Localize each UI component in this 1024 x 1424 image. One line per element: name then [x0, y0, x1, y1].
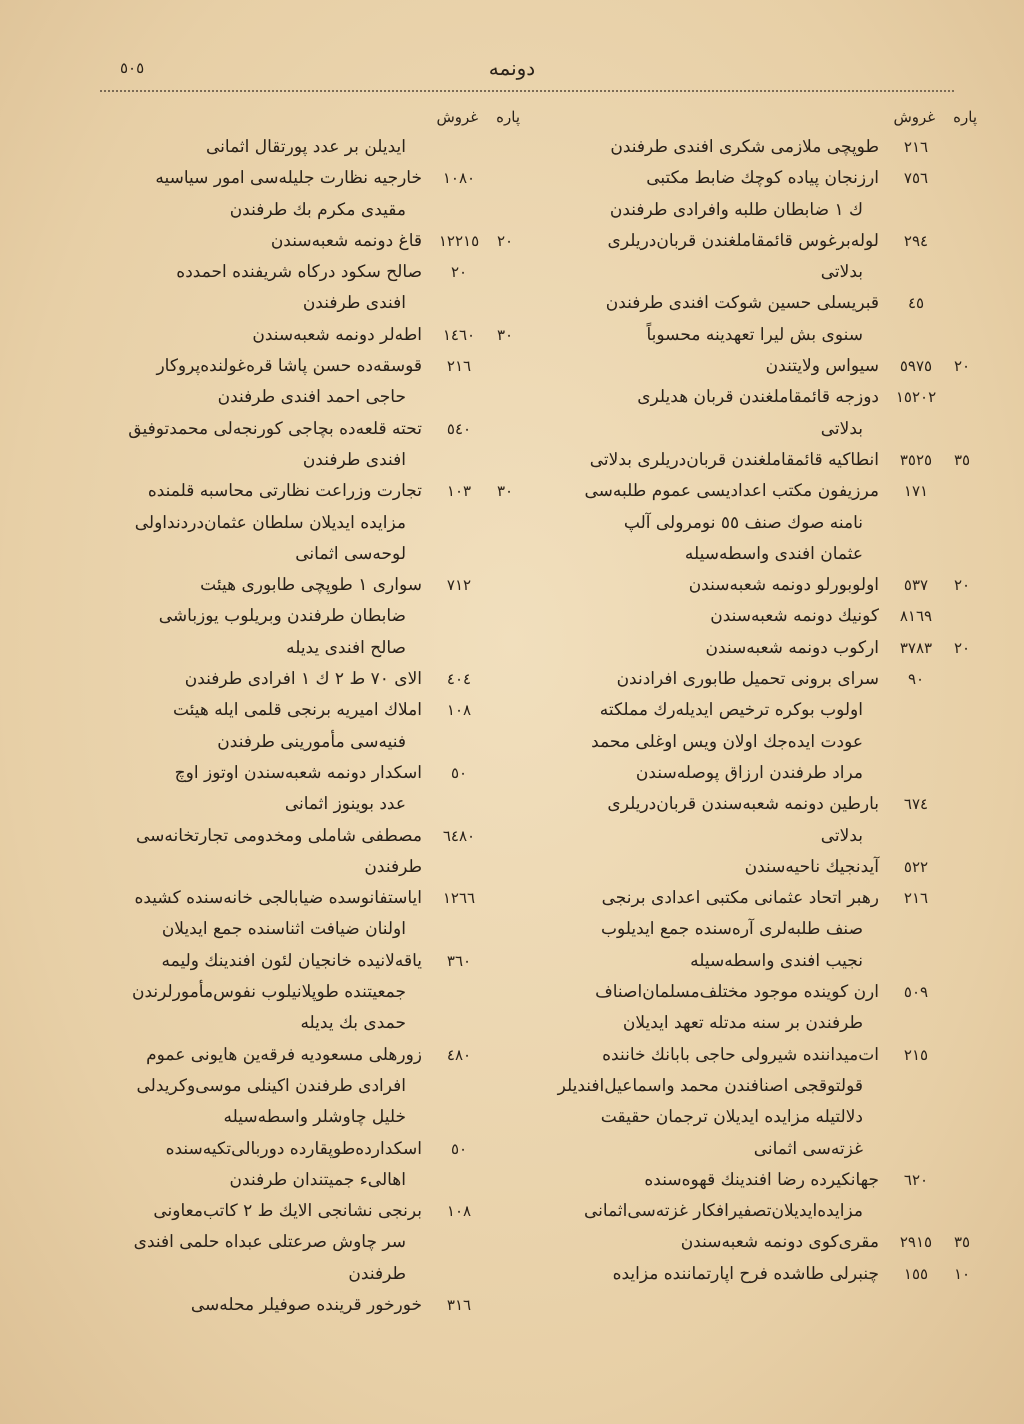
para-header: پاره — [496, 108, 520, 126]
ledger-entry — [539, 1227, 979, 1258]
entry-text: خورخور قرینده صوفیلر محله‌سی — [190, 1294, 422, 1315]
ledger-entry — [539, 727, 979, 758]
ledger-entry — [82, 132, 522, 163]
ledger-entry — [539, 1008, 979, 1039]
ledger-entry — [82, 758, 522, 789]
entry-text: لوله‌برغوس قائمقاملغندن قربان‌دریلری — [607, 230, 879, 251]
entry-text: افندی طرفندن — [302, 293, 406, 314]
para-amount: ١٠ — [953, 1264, 971, 1283]
ledger-entry — [82, 1040, 522, 1071]
ghurush-amount: ٤٥ — [907, 294, 925, 313]
ledger-entry — [539, 664, 979, 695]
entry-text: تجارت وزراعت نظارتی محاسبه قلمنده — [147, 481, 422, 502]
ghurush-amount: ٢١٦ — [446, 357, 472, 376]
entry-text: عودت ایده‌جك اولان ویس اوغلی محمد — [591, 731, 863, 752]
ledger-entry — [82, 539, 522, 570]
ghurush-amount: ١٠٨ — [446, 1202, 472, 1221]
ghurush-amount: ٣٧٨٣ — [899, 638, 933, 657]
entry-text: قوسقه‌ده حسن پاشا قره‌غولنده‌پروکار — [156, 356, 422, 377]
ledger-entry — [539, 1196, 979, 1227]
para-amount: ٢٠ — [953, 638, 971, 657]
para-amount: ٢٠ — [953, 357, 971, 376]
entry-text: غزته‌سی اثمانی — [753, 1138, 863, 1159]
ghurush-amount: ١٢٢١٥ — [438, 231, 480, 250]
entry-text: دلالتیله مزایده ایدیلان ترجمان حقیقت — [600, 1107, 863, 1128]
entry-text: افرادی طرفندن اکینلی موسی‌وکریدلی — [136, 1075, 406, 1096]
entry-text: قولتوقجی اصنافندن محمد واسماعیل‌افندیلر — [557, 1075, 863, 1096]
entry-text: بدلاتی — [820, 825, 863, 846]
ghurush-amount: ٥٣٧ — [903, 576, 929, 595]
header-rule — [100, 90, 954, 92]
entry-text: اولوب بوکره ترخیص ایدیله‌رك مملکته — [599, 700, 863, 721]
entry-text: صنف طلبه‌لری آره‌سنده جمع ایدیلوب — [601, 919, 863, 940]
entry-text: نجیب افندی واسطه‌سیله — [690, 950, 863, 971]
ledger-entry — [82, 382, 522, 413]
entry-text: طوپچی ملازمی شکری افندی طرفندن — [610, 137, 879, 157]
ledger-entry — [82, 1008, 522, 1039]
entry-text: ات‌میداننده شیرولی حاجی بابانك خاننده — [602, 1044, 879, 1065]
entry-text: جمعیتنده طوپلانیلوب نفوس‌مأمورلرندن — [132, 982, 406, 1003]
entry-text: مرزیفون مکتب اعدادیسی عموم طلبه‌سی — [584, 481, 879, 502]
ledger-entry — [539, 445, 979, 476]
para-amount: ٢٠ — [496, 231, 514, 250]
ghurush-amount: ٦٧٤ — [903, 795, 929, 814]
ledger-entry — [539, 1040, 979, 1071]
entry-text: مزایده‌ایدیلان‌تصفیرافکار غزته‌سی‌اثمانی — [583, 1201, 863, 1222]
ledger-entry — [82, 163, 522, 194]
entry-text: مزایده ایدیلان سلطان عثمان‌در‌دنداولی — [134, 512, 406, 533]
ledger-entry — [539, 789, 979, 820]
entry-text: اهالیء جمیتندان طرفندن — [229, 1169, 406, 1190]
entry-text: حمدی بك یدیله — [300, 1013, 406, 1034]
ledger-entry — [82, 476, 522, 507]
ledger-entry — [539, 508, 979, 539]
ledger-entry — [539, 977, 979, 1008]
ledger-entry — [539, 821, 979, 852]
entry-text: افندی طرفندن — [302, 449, 406, 470]
ghurush-header: غروش — [436, 108, 479, 126]
entry-text: اولوبورلو دونمه شعبه‌سندن — [688, 575, 879, 596]
ledger-entry — [539, 539, 979, 570]
ghurush-header: غروش — [893, 108, 936, 126]
ledger-entry — [539, 257, 979, 288]
ghurush-amount: ٧١٢ — [446, 576, 472, 595]
ledger-entry — [82, 1071, 522, 1102]
entry-text: مراد طرفندن ارزاق پوصله‌سندن — [635, 762, 863, 783]
ledger-entry — [539, 601, 979, 632]
page-number: ٥٠٥ — [120, 59, 145, 77]
ledger-entry — [539, 1165, 979, 1196]
ghurush-amount: ٣١٦ — [446, 1295, 472, 1314]
ledger-entry — [539, 163, 979, 194]
ghurush-amount: ٨١٦٩ — [899, 607, 933, 626]
ghurush-amount: ٦٤٨٠ — [442, 826, 476, 845]
entry-text: چنبرلی طاشده فرح اپارتماننده مزایده — [612, 1263, 879, 1284]
ghurush-amount: ٥٠ — [450, 763, 468, 782]
ledger-entry — [82, 914, 522, 945]
para-amount: ٣٠ — [496, 482, 514, 501]
ghurush-amount: ٢١٦ — [903, 138, 929, 156]
ledger-entry — [82, 1290, 522, 1321]
ledger-entry — [82, 727, 522, 758]
ghurush-amount: ٢١٥ — [903, 1045, 929, 1064]
ghurush-amount: ٥٠٩ — [903, 983, 929, 1002]
entry-text: سرای برونی تحمیل طابوری افرادندن — [616, 669, 879, 690]
entry-text: عثمان افندی واسطه‌سیله — [684, 543, 863, 564]
entry-text: آیدنجیك ناحیه‌سندن — [744, 856, 879, 877]
entry-text: صالح افندی یدیله — [286, 637, 406, 658]
ledger-entry — [539, 132, 979, 163]
ledger-entry — [539, 320, 979, 351]
entry-text: صالح سکود درکاه شریفنده احمدده — [176, 262, 422, 283]
right-column-header — [539, 102, 979, 132]
ledger-entry — [539, 883, 979, 914]
ghurush-amount: ٥٢٢ — [903, 857, 929, 876]
ledger-entry — [82, 789, 522, 820]
ghurush-amount: ١٠٨ — [446, 701, 472, 720]
para-amount: ٢٠ — [953, 576, 971, 595]
ledger-entry — [82, 320, 522, 351]
ledger-entry — [82, 601, 522, 632]
entry-text: ارکوب دونمه شعبه‌سندن — [705, 637, 879, 658]
ghurush-amount: ١٠٣ — [446, 482, 472, 501]
page-title: دونمه — [488, 56, 536, 80]
entry-text: بدلاتی — [820, 418, 863, 439]
entry-text: حاجی احمد افندی طرفندن — [217, 387, 406, 408]
entry-text: سیواس ولایتندن — [765, 356, 879, 377]
ledger-entry — [82, 821, 522, 884]
entry-text: جهانکیرده رضا افندینك قهوه‌سنده — [644, 1169, 879, 1190]
entry-text: سر چاوش صرعتلی عبداه حلمی افندی — [133, 1232, 406, 1253]
entry-text: دوزجه قائمقاملغندن قربان هدیلری — [637, 387, 879, 408]
entry-text: مقری‌کوی دونمه شعبه‌سندن — [680, 1232, 879, 1253]
ledger-entry — [82, 1165, 522, 1196]
ledger-entry — [82, 195, 522, 226]
right-column — [539, 102, 979, 1290]
left-column — [82, 102, 522, 1321]
entry-text: خارجیه نظارت جلیله‌سی امور سیاسیه — [155, 168, 422, 189]
entry-text: اسکدارده‌طوپقارده دوربالی‌تکیه‌سنده — [165, 1138, 422, 1159]
entry-text: انطاکیه قائمقاملغندن قربان‌دریلری بدلاتی — [589, 449, 879, 470]
entry-text: الای ٧٠ ط ٢ ك ١ افرادی طرفندن — [184, 669, 422, 690]
entry-text: بارطین دونمه شعبه‌سندن قربان‌دریلری — [607, 794, 879, 815]
ledger-entry — [82, 570, 522, 601]
ledger-entry — [539, 382, 979, 413]
ledger-entry — [82, 695, 522, 726]
ghurush-amount: ١٠٨٠ — [442, 169, 476, 188]
entry-text: ایدیلن بر عدد پورتقال اثمانی — [206, 137, 406, 157]
ledger-entry — [539, 946, 979, 977]
ghurush-amount: ١٧١ — [903, 482, 929, 501]
entry-text: طرفندن — [348, 1263, 406, 1284]
ghurush-amount: ٢٠ — [450, 263, 468, 282]
para-amount: ٣٠ — [496, 325, 514, 344]
ghurush-amount: ٧٥٦ — [903, 169, 929, 188]
ledger-entry — [82, 1259, 522, 1290]
entry-text: ك ١ ضابطان طلبه وافرادی طرفندن — [609, 199, 863, 220]
ledger-entry — [82, 445, 522, 476]
ledger-entry — [539, 914, 979, 945]
entry-text: زورهلی مسعودیه فرقه‌ین هایونی عموم — [146, 1044, 422, 1065]
ledger-entry — [539, 1134, 979, 1165]
ledger-entry — [82, 288, 522, 319]
ledger-entry — [539, 1259, 979, 1290]
ledger-entry — [539, 195, 979, 226]
entry-text: طرفندن بر سنه مدتله تعهد ایدیلان — [622, 1013, 863, 1034]
ledger-entry — [539, 288, 979, 319]
entry-text: اطه‌لر دونمه شعبه‌سندن — [252, 324, 422, 345]
ledger-entry — [539, 226, 979, 257]
entry-text: عدد بوینوز اثمانی — [284, 794, 406, 815]
ghurush-amount: ٥٠ — [450, 1139, 468, 1158]
ghurush-amount: ٣٦٠ — [446, 951, 472, 970]
ledger-entry — [82, 1134, 522, 1165]
ghurush-amount: ٢٩١٥ — [899, 1233, 933, 1252]
ledger-entry — [82, 633, 522, 664]
entry-text: رهبر اتحاد عثمانی مکتبی اعدادی برنجی — [601, 888, 879, 909]
ledger-entry — [82, 1227, 522, 1258]
entry-text: اولنان ضیافت اثناسنده جمع ایدیلان — [161, 919, 406, 940]
entry-text: یاقه‌لانیده خانجیان لئون افندینك ولیمه — [161, 950, 422, 971]
left-column-header — [82, 102, 522, 132]
ledger-entry — [82, 257, 522, 288]
ledger-entry — [539, 351, 979, 382]
para-header: پاره — [953, 108, 977, 126]
ledger-entry — [539, 695, 979, 726]
para-amount: ٣٥ — [953, 450, 971, 469]
entry-text: قبریسلی حسین شوکت افندی طرفندن — [605, 293, 879, 314]
ledger-entry — [82, 946, 522, 977]
ledger-entry — [82, 226, 522, 257]
entry-text: ایاستفانوسده ضیابالجی خانه‌سنده کشیده — [134, 888, 422, 909]
ledger-entry — [539, 476, 979, 507]
entry-text: لوحه‌سی اثمانی — [295, 543, 406, 564]
entry-text: ارزنجان پیاده کوچك ضابط مکتبی — [646, 168, 879, 189]
ghurush-amount: ١٤٦٠ — [442, 325, 476, 344]
entry-text: ضابطان طرفندن وبریلوب یوزباشی — [158, 606, 406, 627]
ghurush-amount: ٢١٦ — [903, 889, 929, 908]
entry-text: تحته قلعه‌ده بچاجی کورنجه‌لی محمدتوفیق — [128, 418, 422, 439]
entry-text: اسکدار دونمه شعبه‌سندن اوتوز اوچ — [174, 762, 422, 783]
ledger-entry — [82, 977, 522, 1008]
right-entry-list — [539, 132, 979, 1290]
ledger-entry — [539, 1071, 979, 1102]
ledger-entry — [82, 351, 522, 382]
entry-text: فنیه‌سی مأمورینی طرفندن — [217, 731, 406, 752]
ghurush-amount: ٩٠ — [907, 670, 925, 689]
ledger-entry — [539, 414, 979, 445]
ledger-entry — [82, 883, 522, 914]
running-head — [120, 48, 904, 88]
para-amount: ٣٥ — [953, 1233, 971, 1252]
ghurush-amount: ٥٩٧٥ — [899, 357, 933, 376]
ghurush-amount: ٢٩٤ — [903, 231, 929, 250]
ghurush-amount: ٥٤٠ — [446, 419, 472, 438]
entry-text: سنوی بش لیرا تعهدینه محسوباً — [646, 324, 863, 345]
ledger-entry — [82, 508, 522, 539]
ghurush-amount: ٤٠٤ — [446, 670, 472, 689]
entry-text: خلیل چاوشلر واسطه‌سیله — [223, 1107, 406, 1128]
ledger-entry — [82, 1102, 522, 1133]
entry-text: مصطفی شاملی ومخدومی تجارتخانه‌سی طرفندن — [135, 825, 422, 877]
ghurush-amount: ٣٥٢٥ — [899, 450, 933, 469]
ledger-entry — [539, 852, 979, 883]
entry-text: برنجی نشانجی الایك ط ٢ کاتب‌معاونی — [153, 1201, 422, 1222]
ledger-entry — [539, 633, 979, 664]
entry-text: قاغ دونمه شعبه‌سندن — [270, 230, 422, 251]
ghurush-amount: ١٢٦٦ — [442, 889, 476, 908]
entry-text: سواری ١ طوپچی طابوری هیئت — [200, 575, 422, 596]
left-entry-list — [82, 132, 522, 1321]
entry-text: بدلاتی — [820, 262, 863, 283]
ledger-entry — [82, 414, 522, 445]
ghurush-amount: ٦٢٠ — [903, 1170, 929, 1189]
ghurush-amount: ١٥٥ — [903, 1264, 929, 1283]
ledger-entry — [539, 758, 979, 789]
entry-text: کونیك دونمه شعبه‌سندن — [710, 606, 879, 627]
entry-text: ارن کوینده موجود مختلف‌مسلمان‌اصناف — [595, 982, 879, 1003]
entry-text: نامنه صوك صنف ٥٥ نومرولی آلپ — [623, 512, 863, 533]
ledger-entry — [82, 1196, 522, 1227]
ledger-entry — [539, 1102, 979, 1133]
entry-text: مقیدی مکرم بك طرفندن — [229, 199, 406, 220]
ledger-entry — [539, 570, 979, 601]
entry-text: املاك امیریه برنجی قلمی ایله هیئت — [172, 700, 422, 721]
ghurush-amount: ٤٨٠ — [446, 1045, 472, 1064]
ledger-entry — [82, 664, 522, 695]
ghurush-amount: ١٥٢٠٢ — [895, 388, 937, 407]
